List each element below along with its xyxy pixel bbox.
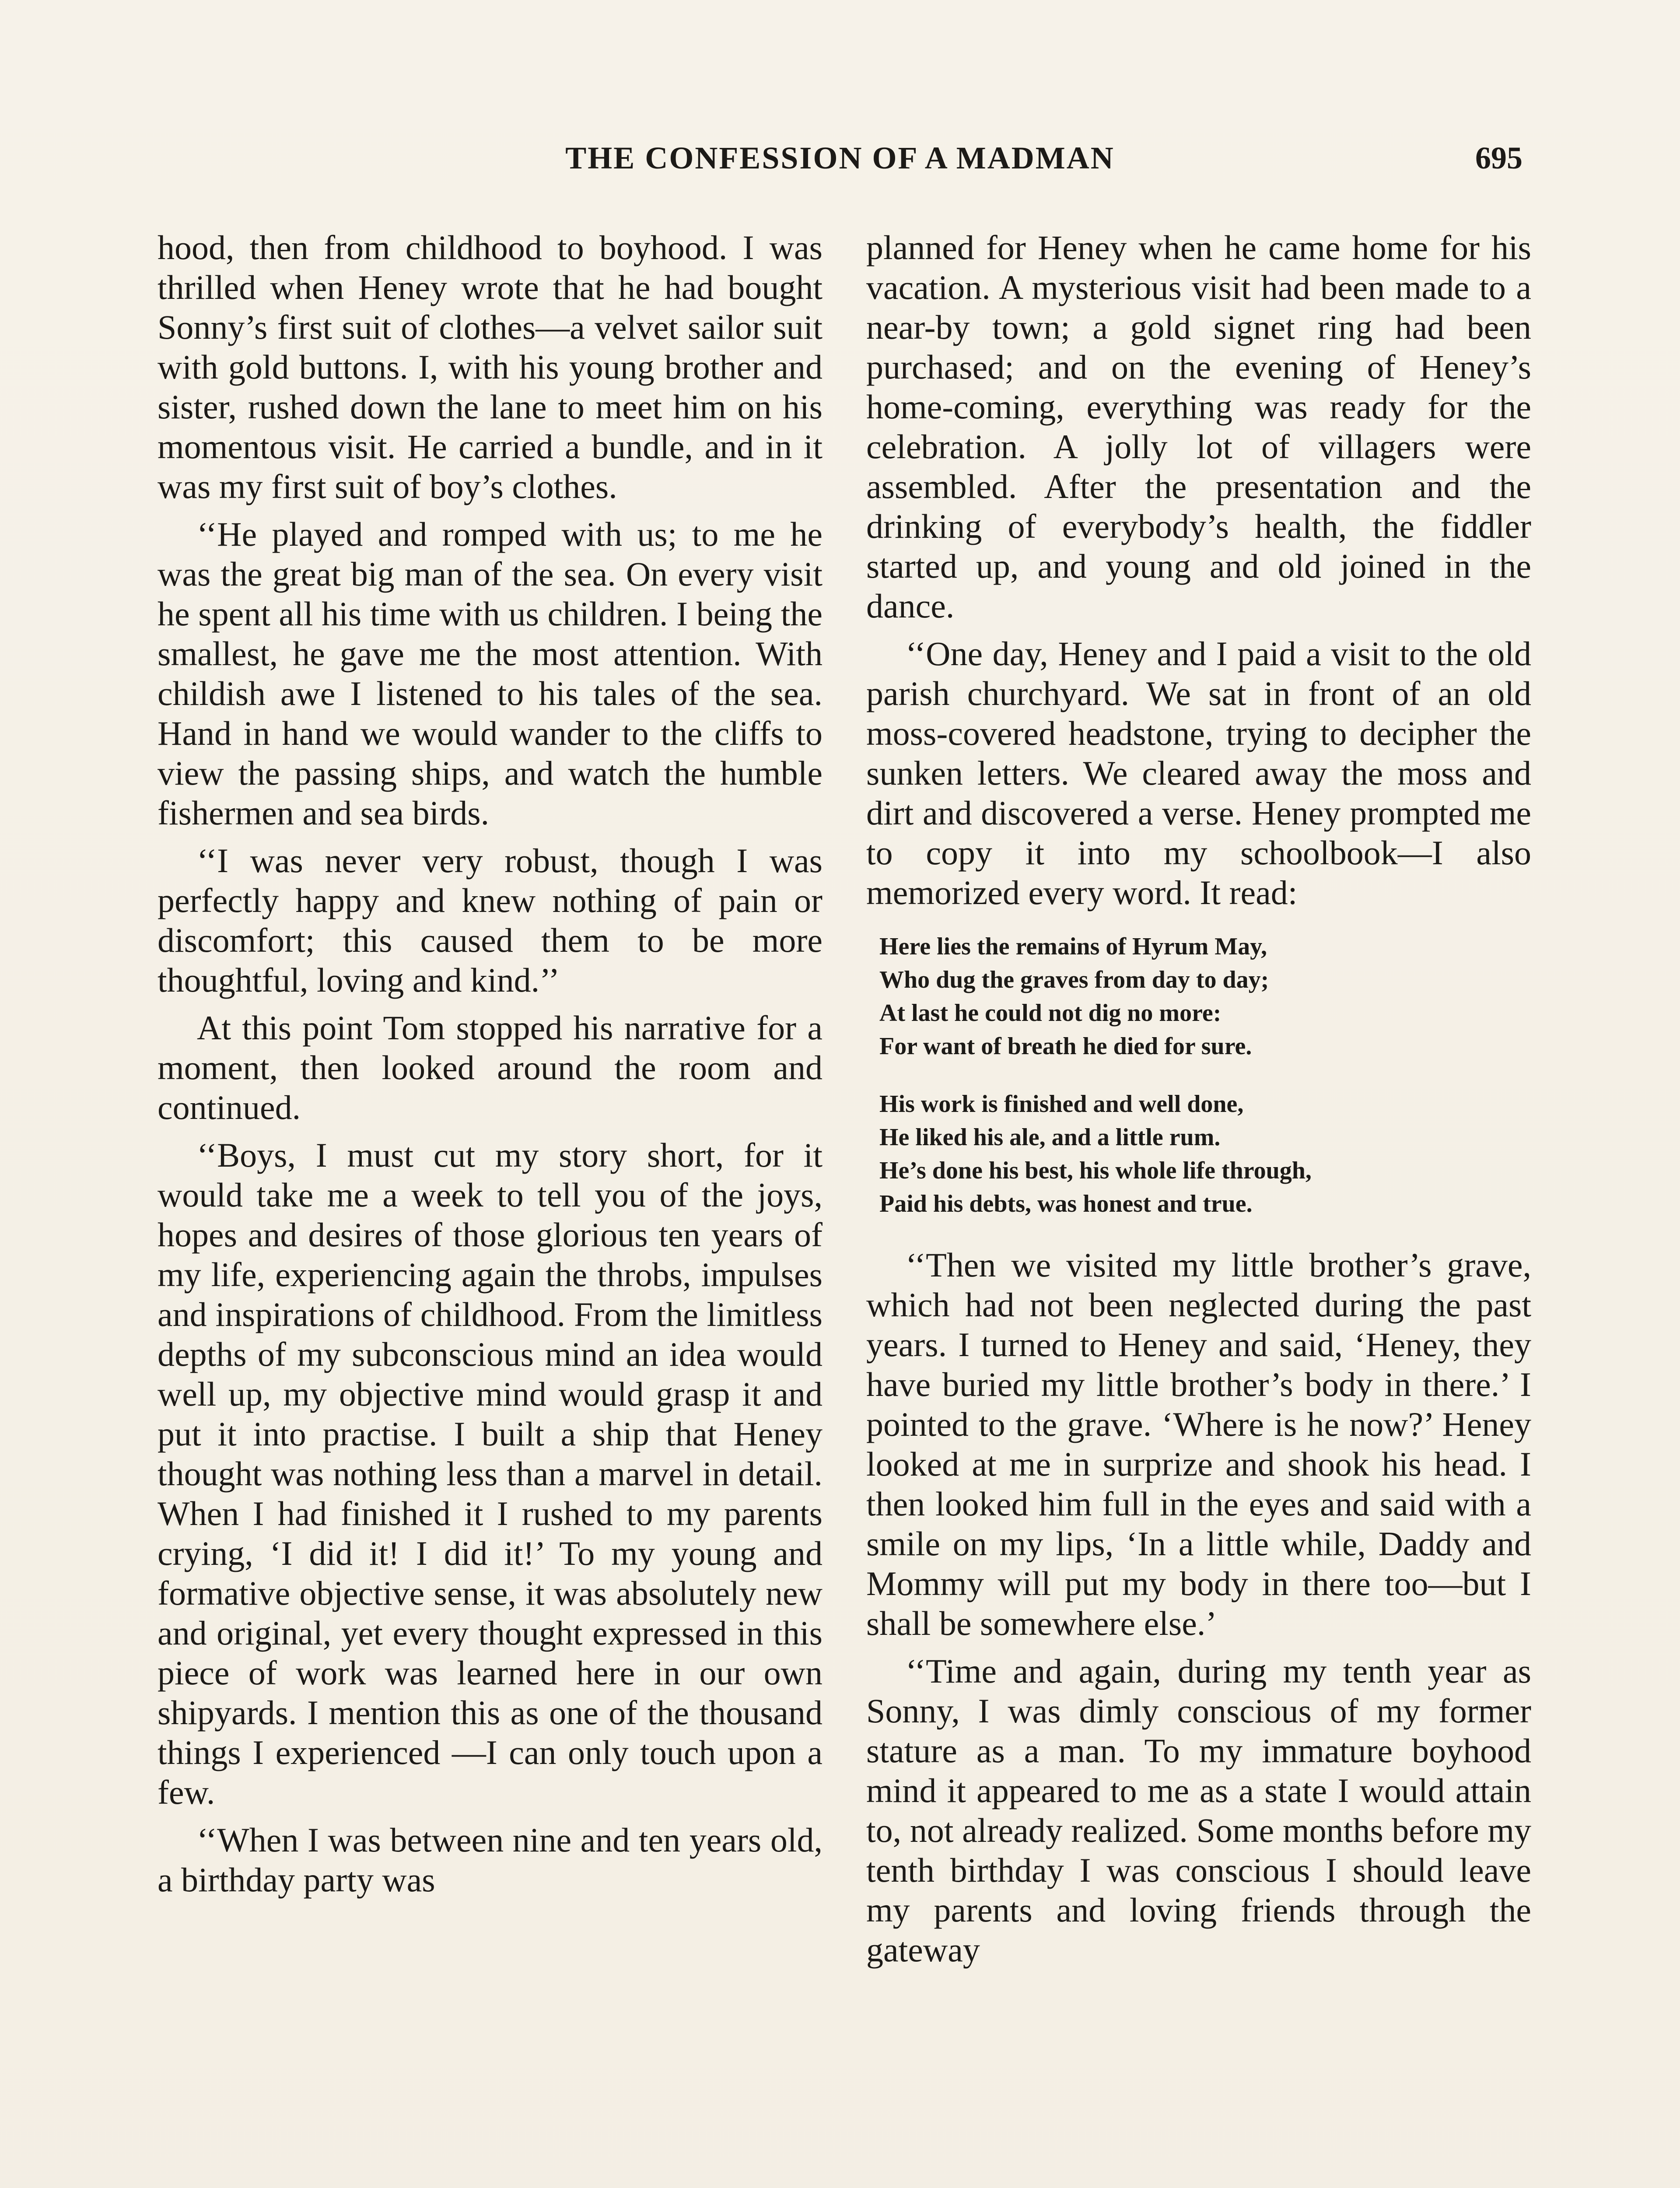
verse-line: He liked his ale, and a little rum. xyxy=(879,1124,1221,1151)
page-header xyxy=(158,131,1522,193)
page-number: 695 xyxy=(1475,140,1522,175)
paragraph: hood, then from childhood to boyhood. I was thrilled when Heney wrote that he had bought Sonny’s first suit of clothes—a velvet sailor suit with gold buttons. I, with his young brother and sister, rushed down the lane to meet him on his momentous visit. He carried a bundle, and in it was my first suit of boy’s clothes. xyxy=(158,228,822,505)
verse-line: For want of breath he died for sure. xyxy=(879,1033,1252,1060)
verse-stanza xyxy=(879,930,1531,1063)
verse-line: At last he could not dig no more: xyxy=(879,999,1222,1027)
verse-line: Who dug the graves from day to day; xyxy=(879,966,1269,993)
paragraph: ‘‘I was never very robust, though I was perfectly happy and knew nothing of pain or discomfort; this caused them to be more thoughtful, loving and kind.’’ xyxy=(158,842,822,999)
paragraph: ‘‘Then we visited my little brother’s grave, which had not been neglected during the past years. I turned to Heney and said, ‘Heney, they have buried my little brother’s body in there.’ I pointed to the grave. ‘Where is he now?’ Heney looked at me in surprize and shook his head. I then looked him full in the eyes and said with a smile on my lips, ‘In a little while, Daddy and Mommy will put my body in there too—but I shall be somewhere else.’ xyxy=(866,1246,1531,1642)
epitaph-verse xyxy=(879,930,1531,1220)
right-column xyxy=(866,228,1531,1978)
verse-stanza xyxy=(879,1087,1531,1220)
running-title: THE CONFESSION OF A MADMAN xyxy=(565,140,1115,175)
paragraph: planned for Heney when he came home for his vacation. A mysterious visit had been made to a near-by town; a gold signet ring had been purchased; and on the evening of Heney’s home-coming, everything was ready for the celebration. A jolly lot of villagers were assembled. After the presentation and the drinking of everybody’s health, the fiddler started up, and young and old joined in the dance. xyxy=(866,228,1531,625)
paragraph: ‘‘He played and romped with us; to me he was the great big man of the sea. On every visit he spent all his time with us children. I being the smallest, he gave me the most attention. With childish awe I listened to his tales of the sea. Hand in hand we would wander to the cliffs to view the passing ships, and watch the humble fishermen and sea birds. xyxy=(158,515,822,832)
verse-line: Paid his debts, was honest and true. xyxy=(879,1190,1253,1217)
verse-line: He’s done his best, his whole life through, xyxy=(879,1157,1312,1184)
paragraph: ‘‘Boys, I must cut my story short, for it would take me a week to tell you of the joys, hopes and desires of those glorious ten years of my life, experiencing again the throbs, impulses and inspirations of childhood. From the limitless depths of my subconscious mind an idea would well up, my objective mind would grasp it and put it into practise. I built a ship that Heney thought was nothing less than a marvel in detail. When I had finished it I rushed to my parents crying, ‘I did it! I did it!’ To my young and formative objective sense, it was absolutely new and original, yet every thought expressed in this piece of work was learned here in our own shipyards. I mention this as one of the thousand things I experienced —I can only touch upon a few. xyxy=(158,1136,822,1811)
paragraph: ‘‘Time and again, during my tenth year as Sonny, I was dimly conscious of my former stature as a man. To my immature boyhood mind it appeared to me as a state I would attain to, not already realized. Some months before my tenth birthday I was conscious I should leave my parents and loving friends through the gateway xyxy=(866,1652,1531,1969)
left-column xyxy=(158,228,822,1907)
paragraph: At this point Tom stopped his narrative for a moment, then looked around the room and continued. xyxy=(158,1009,822,1126)
paragraph: ‘‘One day, Heney and I paid a visit to the old parish churchyard. We sat in front of an old moss-covered headstone, trying to decipher the sunken letters. We cleared away the moss and dirt and discovered a verse. Heney prompted me to copy it into my schoolbook—I also memorized every word. It read: xyxy=(866,635,1531,912)
paragraph: ‘‘When I was between nine and ten years old, a birthday party was xyxy=(158,1821,822,1899)
verse-line: His work is finished and well done, xyxy=(879,1090,1244,1118)
verse-line: Here lies the remains of Hyrum May, xyxy=(879,933,1267,960)
